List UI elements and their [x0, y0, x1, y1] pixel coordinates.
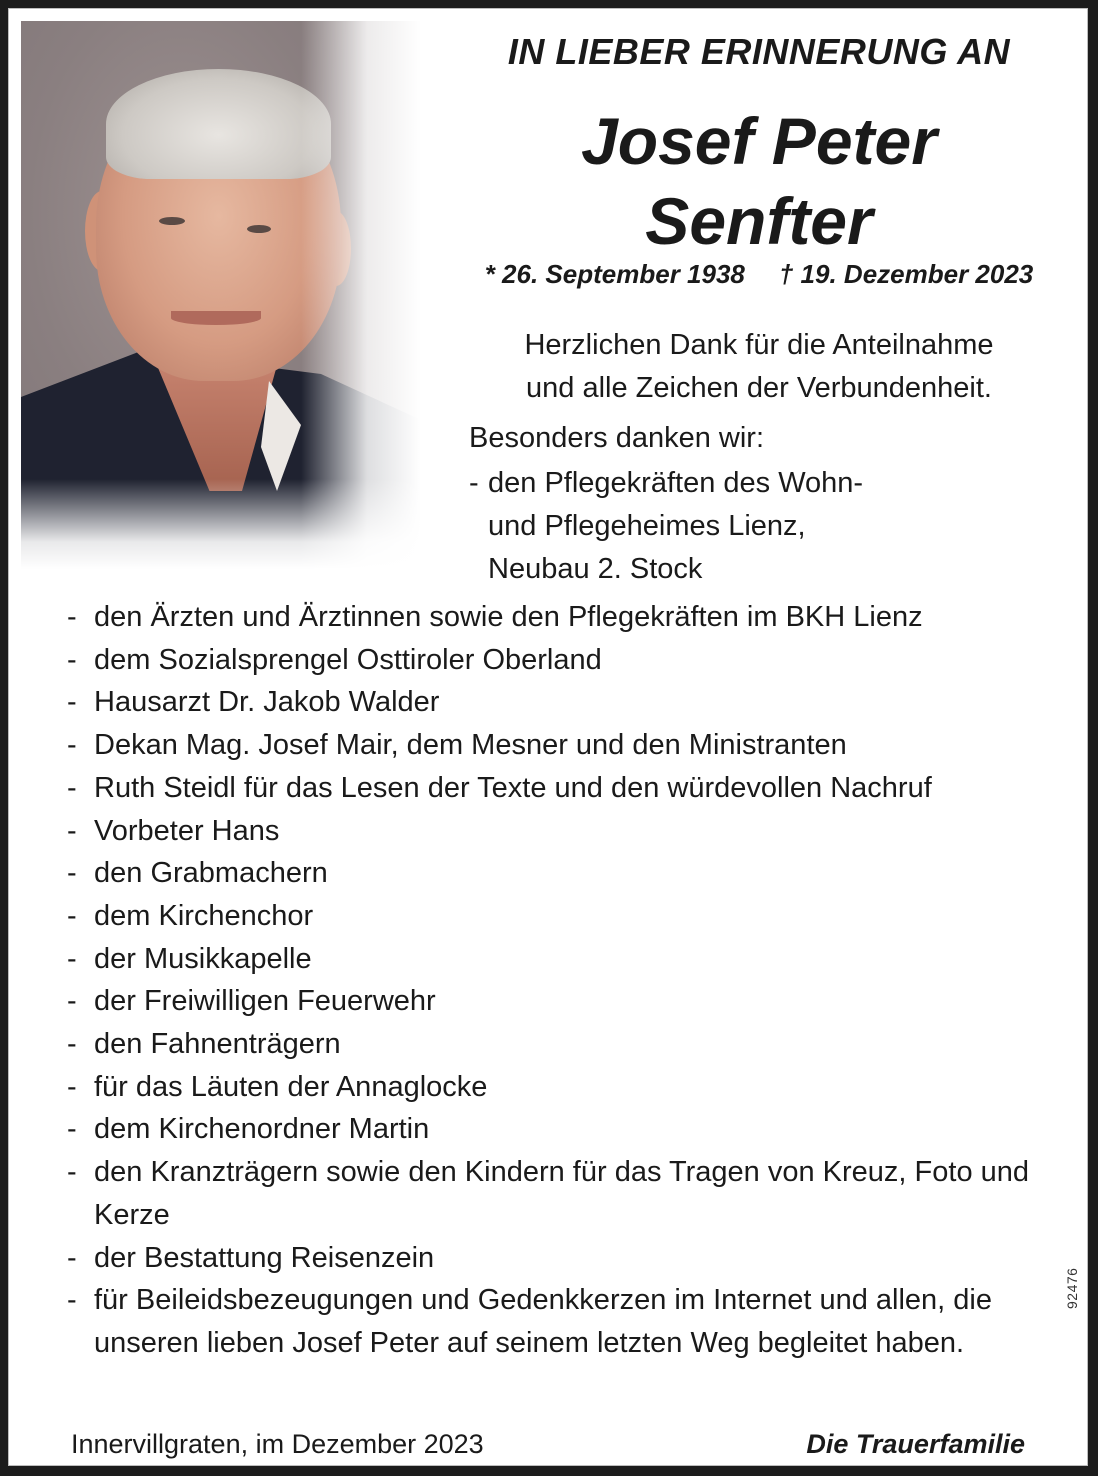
list-item-line: und Pflegeheimes Lienz, — [488, 510, 806, 542]
thanks-line: und alle Zeichen der Verbundenheit. — [526, 372, 992, 404]
list-item — [67, 1279, 1067, 1364]
photo-eye — [159, 217, 185, 225]
list-item — [67, 1066, 1067, 1109]
photo-mouth — [171, 311, 261, 325]
list-dash: - — [67, 1070, 77, 1103]
list-dash: - — [67, 942, 77, 975]
thanks-message — [449, 324, 1069, 410]
list-item — [67, 810, 1067, 853]
list-item-text: den Fahnenträgern — [94, 1028, 341, 1061]
list-item-text: für das Läuten der Annaglocke — [94, 1070, 488, 1103]
list-item-text: den Kranzträgern sowie den Kindern für das Tragen von Kreuz, Foto und Kerze — [94, 1156, 1030, 1231]
photo-hair — [106, 69, 331, 179]
list-item-text: der Musikkapelle — [94, 942, 312, 975]
list-dash: - — [67, 1113, 77, 1146]
place-and-date: Innervillgraten, im Dezember 2023 — [71, 1429, 484, 1459]
obituary-card — [8, 8, 1088, 1466]
list-item — [67, 895, 1067, 938]
list-item — [67, 639, 1067, 682]
list-item — [469, 462, 863, 591]
list-item — [67, 1023, 1067, 1066]
list-item-text: für Beileidsbezeugungen und Gedenkkerzen im Internet und allen, die unseren lieben Josef Peter auf seinem letzten Weg begleitet haben. — [94, 1284, 992, 1359]
life-dates — [449, 259, 1069, 290]
signature: Die Trauerfamilie — [806, 1429, 1025, 1459]
list-item-text: dem Sozialsprengel Osttiroler Oberland — [94, 643, 602, 676]
list-dash: - — [67, 771, 77, 804]
list-item — [67, 724, 1067, 767]
list-dash: - — [67, 1156, 77, 1189]
list-item-text: Hausarzt Dr. Jakob Walder — [94, 686, 440, 719]
special-thanks-intro: Besonders danken wir: — [469, 422, 764, 454]
list-dash: - — [67, 899, 77, 932]
photo-eye — [247, 225, 271, 233]
list-dash: - — [67, 686, 77, 719]
portrait-photo — [21, 21, 421, 569]
thanks-line: Herzlichen Dank für die Anteilnahme — [524, 329, 994, 361]
list-item-line: den Pflegekräften des Wohn- — [488, 467, 864, 499]
list-dash: - — [67, 601, 77, 633]
list-dash: - — [67, 1284, 77, 1317]
list-item-text: der Freiwilligen Feuerwehr — [94, 985, 436, 1018]
list-dash: - — [469, 467, 479, 499]
deceased-name — [449, 101, 1069, 261]
birth-date: * 26. September 1938 — [484, 259, 745, 289]
list-item — [67, 1108, 1067, 1151]
list-dash: - — [67, 857, 77, 890]
list-item — [67, 938, 1067, 981]
list-dash: - — [67, 814, 77, 847]
list-dash: - — [67, 1241, 77, 1274]
list-item-text: Dekan Mag. Josef Mair, dem Mesner und den Ministranten — [94, 729, 847, 762]
list-dash: - — [67, 729, 77, 762]
list-item-line: Neubau 2. Stock — [488, 553, 703, 585]
list-item — [67, 1237, 1067, 1280]
list-item — [67, 1151, 1067, 1236]
death-date: † 19. Dezember 2023 — [778, 259, 1034, 289]
list-item — [67, 980, 1067, 1023]
reference-number: 92476 — [1064, 1267, 1080, 1309]
memorial-heading: IN LIEBER ERINNERUNG AN — [507, 31, 1011, 72]
list-item-text: Ruth Steidl für das Lesen der Texte und den würdevollen Nachruf — [94, 771, 932, 804]
list-item — [67, 596, 1067, 639]
list-item-text: der Bestattung Reisenzein — [94, 1241, 435, 1274]
list-item-text: dem Kirchenchor — [94, 899, 314, 932]
list-item-text: Vorbeter Hans — [94, 814, 280, 847]
list-item — [67, 681, 1067, 724]
name-line-1: Josef Peter — [581, 104, 937, 178]
thanks-list — [67, 596, 1067, 1365]
list-item-text: dem Kirchenordner Martin — [94, 1113, 430, 1146]
list-item — [67, 767, 1067, 810]
name-line-2: Senfter — [645, 184, 873, 258]
list-dash: - — [67, 643, 77, 676]
list-item-text: den Grabmachern — [94, 857, 328, 890]
photo-fade — [21, 479, 421, 569]
list-dash: - — [67, 1028, 77, 1061]
list-item — [67, 852, 1067, 895]
list-dash: - — [67, 985, 77, 1018]
list-item-text: den Ärzten und Ärztinnen sowie den Pflegekräften im BKH Lienz — [94, 601, 923, 633]
